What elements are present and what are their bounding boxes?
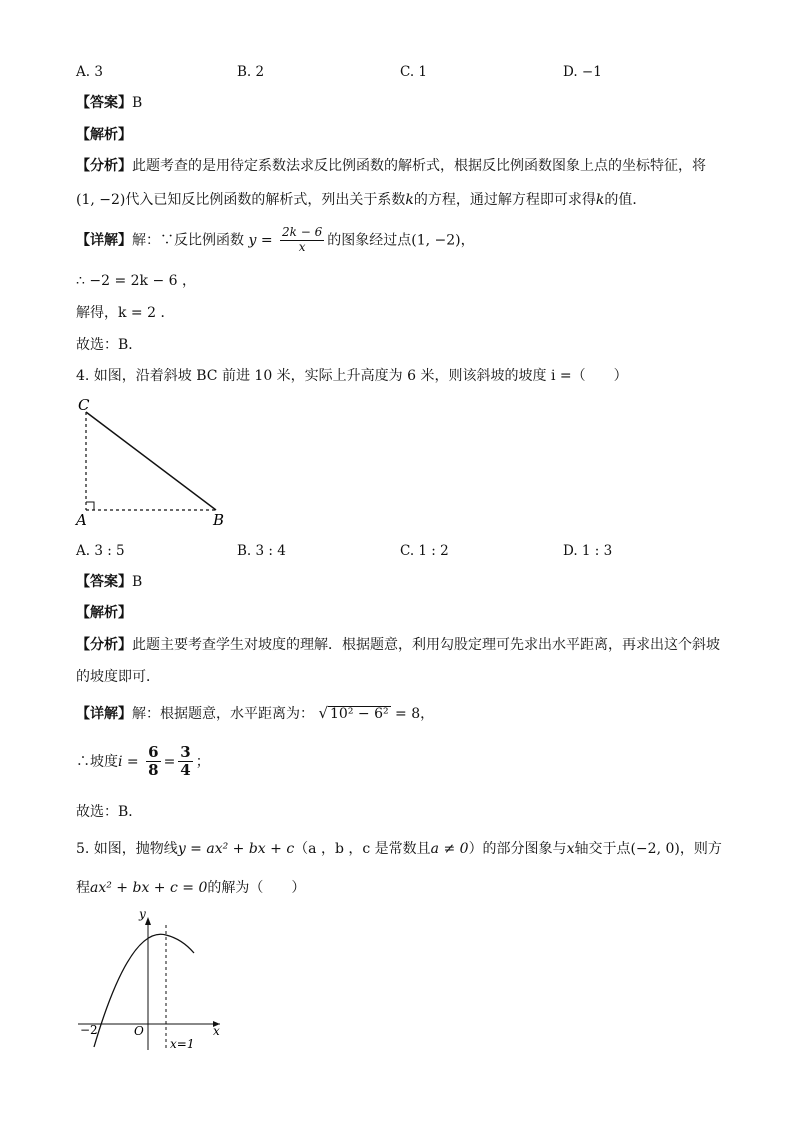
q4-option-b: B. 3 : 4 [237, 543, 286, 559]
q4-slope-line [76, 744, 210, 780]
point: (−2, 0) [630, 841, 680, 857]
q4-option-c: C. 1 : 2 [400, 543, 449, 559]
q4-slope-figure [70, 392, 240, 532]
label-neg2: −2 [80, 1023, 98, 1037]
var-k: k [595, 192, 605, 208]
q4-fenxi-line2: 的坡度即可． [76, 669, 160, 685]
condition: a ≠ 0 [430, 841, 469, 857]
text: 的值． [604, 192, 647, 208]
detail-text: 解：根据题意，水平距离为： [132, 706, 314, 722]
text: = 8， [390, 706, 435, 722]
answer-tag: 【答案】 [76, 574, 132, 590]
text: ∴坡度 [76, 753, 118, 770]
q4-option-d: D. 1 : 3 [563, 543, 613, 559]
q3-detail-line [76, 226, 475, 255]
answer-value: B [132, 95, 143, 111]
q3-fenxi-line2 [76, 192, 646, 209]
right-angle-mark [86, 502, 94, 510]
answer-value: B [132, 574, 143, 590]
label-c: C [78, 396, 90, 414]
q3-analysis-heading: 【解析】 [76, 127, 132, 143]
text: 程 [76, 880, 90, 896]
q3-option-a: A. 3 [76, 64, 103, 80]
label-axis-x1: x=1 [170, 1037, 195, 1051]
equation-i: i = [118, 753, 139, 770]
sqrt-radicand: 10² − 6² [330, 706, 389, 722]
label-y: y [139, 907, 146, 921]
q4-option-a: A. 3 : 5 [76, 543, 125, 559]
var-k: k [405, 192, 414, 208]
q5-question-line2 [76, 880, 305, 897]
fraction-numerator: 6 [148, 743, 159, 761]
label-a: A [76, 511, 87, 529]
fenxi-text: 此题考查的是用待定系数法求反比例函数的解析式，根据反比例函数图象上点的坐标特征，将 [132, 158, 706, 174]
text: ）的部分图象与 [468, 841, 567, 857]
fenxi-tag: 【分析】 [76, 158, 132, 174]
fenxi-text: 此题主要考查学生对坡度的理解．根据题意，利用勾股定理可先求出水平距离，再求出这个斜坡 [132, 637, 720, 653]
equals-sign: = [163, 753, 176, 770]
point: (1, −2) [76, 192, 126, 208]
q3-option-c: C. 1 [400, 64, 428, 80]
label-x: x [213, 1024, 220, 1038]
fraction [280, 226, 324, 255]
detail-tag: 【详解】 [76, 232, 132, 249]
fraction-denominator: 8 [148, 761, 159, 780]
var-x: x [566, 841, 575, 857]
q3-solve-line: 解得，k = 2 ． [76, 305, 175, 321]
text: 轴交于点 [574, 841, 631, 857]
text: 5. 如图，抛物线 [76, 841, 178, 857]
q5-question-line1 [76, 841, 722, 858]
text: 的图象经过点 [327, 232, 412, 249]
text: 的方程，通过解方程即可求得 [413, 192, 596, 208]
text: 代入已知反比例函数的解析式，列出关于系数 [125, 192, 406, 208]
text: （a ，b ，c 是常数且 [294, 841, 431, 857]
text: ， [460, 232, 475, 249]
text: ，则方 [679, 841, 722, 857]
fraction-denominator: x [298, 239, 306, 254]
text: ； [195, 753, 210, 770]
q4-fenxi-line1 [76, 637, 720, 654]
fraction-numerator: 3 [180, 743, 191, 761]
q3-option-d: D. −1 [563, 64, 602, 80]
q4-question: 4. 如图，沿着斜坡 BC 前进 10 米，实际上升高度为 6 米，则该斜坡的坡度 i =（ ） [76, 368, 628, 384]
equation: ax² + bx + c = 0 [90, 880, 208, 896]
point: (1, −2) [411, 232, 461, 249]
detail-tag: 【详解】 [76, 706, 132, 722]
q4-answer-line [76, 574, 142, 591]
label-origin: O [134, 1024, 144, 1038]
q3-answer-line [76, 95, 142, 112]
sqrt-sign: √ [318, 704, 329, 722]
slope-line-bc [86, 412, 216, 510]
fraction-3-4 [178, 744, 192, 780]
q3-choose-line: 故选：B． [76, 337, 143, 353]
q3-option-b: B. 2 [237, 64, 265, 80]
q4-choose-line: 故选：B． [76, 804, 143, 820]
fraction-denominator: 4 [180, 761, 191, 780]
answer-tag: 【答案】 [76, 95, 132, 111]
detail-text: 解：∵反比例函数 [132, 232, 244, 249]
q3-equation-line: ∴ −2 = 2k − 6 ， [76, 273, 197, 289]
y-axis-arrow [145, 917, 151, 925]
parabola-curve [94, 934, 194, 1047]
q5-parabola-figure [70, 905, 240, 1065]
q4-analysis-heading: 【解析】 [76, 605, 132, 621]
fraction-numerator: 2k − 6 [282, 225, 323, 239]
q4-detail-line [76, 704, 434, 723]
equation-y: y = [248, 232, 273, 249]
text: 的解为（ ） [207, 880, 306, 896]
fraction-6-8 [146, 744, 160, 780]
q3-fenxi-line1 [76, 158, 706, 175]
parabola-equation: y = ax² + bx + c [177, 841, 295, 857]
fenxi-tag: 【分析】 [76, 637, 132, 653]
label-b: B [213, 511, 225, 529]
